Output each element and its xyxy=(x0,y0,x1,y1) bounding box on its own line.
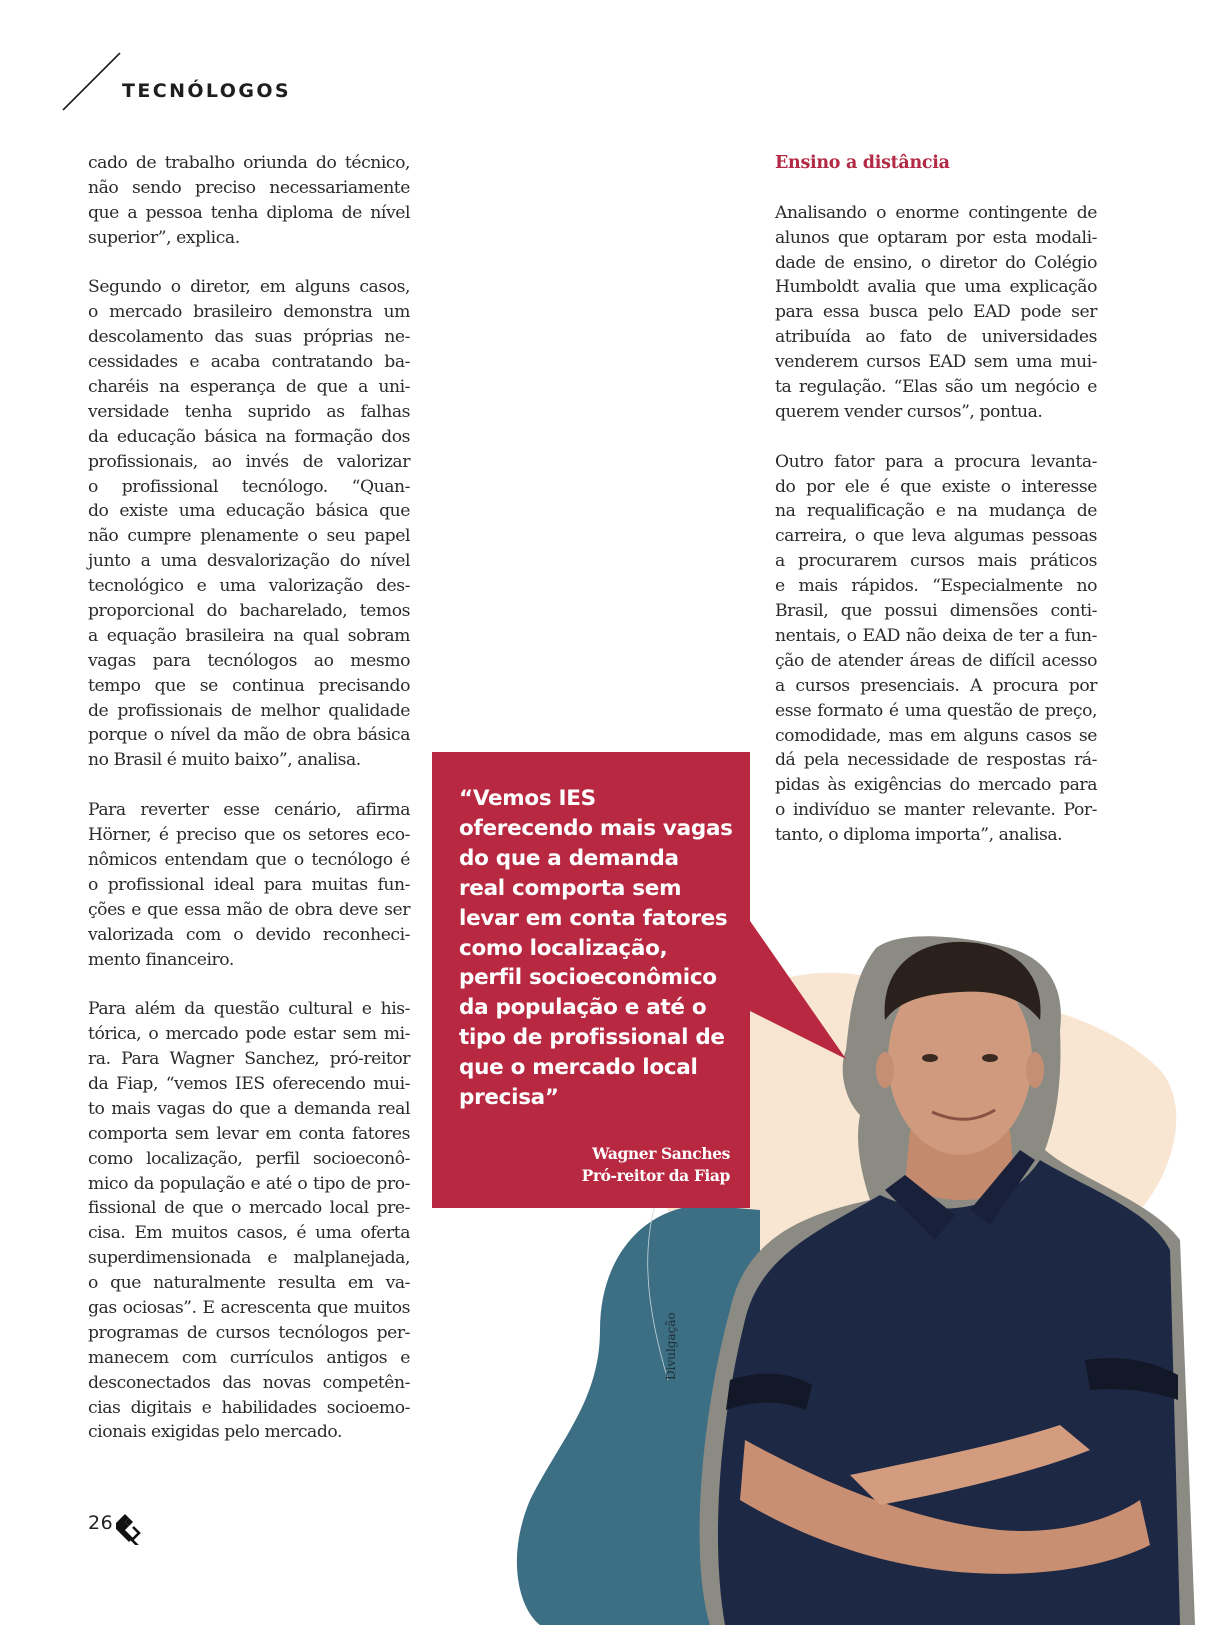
text-line: Outro fator para a procura levanta- xyxy=(775,451,1097,472)
text-line: ra. Para Wagner Sanchez, pró-reitor xyxy=(88,1049,410,1070)
text-line: nentais, o EAD não deixa de ter a fun- xyxy=(775,625,1097,646)
text-line: a procurarem cursos mais práticos xyxy=(775,551,1097,572)
quote-author-role: Pró-reitor da Fiap xyxy=(581,1166,730,1185)
text-line: querem vender cursos”, pontua. xyxy=(775,401,1043,422)
paragraph xyxy=(775,201,1097,425)
text-line: o mercado brasileiro demonstra um xyxy=(88,302,410,323)
pull-quote-text xyxy=(459,784,749,1113)
text-line: a cursos presenciais. A procura por xyxy=(775,675,1097,696)
text-line: to mais vagas do que a demanda real xyxy=(88,1098,410,1119)
text-line: cisa. Em muitos casos, é uma oferta xyxy=(88,1223,410,1244)
left-column xyxy=(88,151,410,1470)
text-line: do existe uma educação básica que xyxy=(88,501,410,522)
text-line: para essa busca pelo EAD pode ser xyxy=(775,302,1097,323)
text-line: cado de trabalho oriunda do técnico, xyxy=(88,153,410,173)
text-line: alunos que optaram por esta modali- xyxy=(775,227,1097,248)
paragraph xyxy=(88,151,410,251)
text-line: vagas para tecnólogos ao mesmo xyxy=(88,650,410,671)
text-line: Para além da questão cultural e his- xyxy=(88,999,410,1020)
paragraph xyxy=(88,997,410,1445)
magazine-logo-icon xyxy=(116,1511,148,1545)
text-line: no Brasil é muito baixo”, analisa. xyxy=(88,750,361,771)
paragraph xyxy=(88,798,410,972)
quote-author-name: Wagner Sanches xyxy=(592,1144,730,1163)
text-line: proporcional do bacharelado, temos xyxy=(88,601,410,622)
text-line: de profissionais de melhor qualidade xyxy=(88,700,410,721)
subheading: Ensino a distância xyxy=(775,153,950,173)
paragraph xyxy=(775,450,1097,848)
quote-line: da população e até o xyxy=(459,995,707,1021)
quote-line: real comporta sem xyxy=(459,875,682,901)
text-line: porque o nível da mão de obra básica xyxy=(88,725,410,746)
text-line: dade de ensino, o diretor do Colégio xyxy=(775,252,1097,273)
text-line: superior”, explica. xyxy=(88,227,240,248)
text-line: não sendo preciso necessariamente xyxy=(88,177,410,198)
text-line: não cumpre plenamente o seu papel xyxy=(88,526,410,547)
text-line: a equação brasileira na qual sobram xyxy=(88,625,410,646)
text-line: superdimensionada e malplanejada, xyxy=(88,1248,410,1269)
text-line: nômicos entendam que o tecnólogo é xyxy=(88,849,410,870)
text-line: carreira, o que leva algumas pessoas xyxy=(775,526,1097,547)
text-line: descolamento das suas próprias ne- xyxy=(88,327,410,348)
text-line: tanto, o diploma importa”, analisa. xyxy=(775,825,1063,846)
text-line: charéis na esperança de que a uni- xyxy=(88,377,410,398)
text-line: tórica, o mercado pode estar sem mi- xyxy=(88,1024,410,1045)
text-line: valorizada com o devido reconheci- xyxy=(88,924,410,945)
text-line: tempo que se continua precisando xyxy=(88,675,410,696)
text-line: na requalificação e na mudança de xyxy=(775,501,1097,522)
text-line: Segundo o diretor, em alguns casos, xyxy=(88,277,410,298)
page-number: 26 xyxy=(88,1512,114,1534)
text-line: que a pessoa tenha diploma de nível xyxy=(88,202,410,223)
quote-line: tipo de profissional de xyxy=(459,1025,725,1051)
quote-line: perfil socioeconômico xyxy=(459,965,717,991)
quote-line: do que a demanda xyxy=(459,845,679,871)
text-line: versidade tenha suprido as falhas xyxy=(88,401,410,422)
text-line: da educação básica na formação dos xyxy=(88,426,410,447)
text-line: profissionais, ao invés de valorizar xyxy=(88,451,410,472)
text-line: ções e que essa mão de obra deve ser xyxy=(88,899,410,920)
text-line: dá pela necessidade de respostas rá- xyxy=(775,750,1097,771)
paragraph xyxy=(88,275,410,773)
text-line: junto a uma desvalorização do nível xyxy=(88,551,410,572)
text-line: ção de atender áreas de difícil acesso xyxy=(775,650,1097,671)
text-line: o profissional ideal para muitas fun- xyxy=(88,874,410,895)
text-line: Analisando o enorme contingente de xyxy=(775,202,1097,223)
text-line: manecem com currículos antigos e xyxy=(88,1347,410,1368)
text-line: Humboldt avalia que uma explicação xyxy=(775,277,1097,298)
quote-line: “Vemos IES xyxy=(459,786,596,811)
quote-line: precisa” xyxy=(459,1085,559,1111)
quote-line: oferecendo mais vagas xyxy=(459,815,733,841)
photo-credit: Divulgação xyxy=(664,1312,678,1380)
text-line: cionais exigidas pelo mercado. xyxy=(88,1422,343,1443)
text-line: desconectados das novas competên- xyxy=(88,1372,410,1393)
text-line: comporta sem levar em conta fatores xyxy=(88,1123,410,1144)
text-line: programas de cursos tecnólogos per- xyxy=(88,1322,410,1343)
text-line: gas ociosas”. E acrescenta que muitos xyxy=(88,1297,410,1318)
text-line: Brasil, que possui dimensões conti- xyxy=(775,601,1097,622)
text-line: cessidades e acaba contratando ba- xyxy=(88,352,410,373)
text-line: o indivíduo se manter relevante. Por- xyxy=(775,800,1097,821)
text-line: e mais rápidos. “Especialmente no xyxy=(775,576,1097,597)
right-column xyxy=(775,151,1097,873)
text-line: o profissional tecnólogo. “Quan- xyxy=(88,476,410,497)
quote-line: que o mercado local xyxy=(459,1055,698,1081)
text-line: tecnológico e uma valorização des- xyxy=(88,576,410,597)
text-line: atribuída ao fato de universidades xyxy=(775,327,1097,348)
text-line: cias digitais e habilidades socioemo- xyxy=(88,1397,410,1418)
text-line: do por ele é que existe o interesse xyxy=(775,476,1097,497)
text-line: o que naturalmente resulta em va- xyxy=(88,1273,410,1294)
text-line: Hörner, é preciso que os setores eco- xyxy=(88,825,410,846)
text-line: da Fiap, “vemos IES oferecendo mui- xyxy=(88,1073,410,1094)
quote-line: como localização, xyxy=(459,935,668,961)
text-line: mento financeiro. xyxy=(88,949,234,970)
text-line: venderem cursos EAD sem uma mui- xyxy=(775,352,1097,373)
text-line: esse formato é uma questão de preço, xyxy=(775,700,1097,721)
section-title: TECNÓLOGOS xyxy=(122,80,291,102)
quote-attribution xyxy=(582,1143,730,1187)
text-line: ta regulação. “Elas são um negócio e xyxy=(775,377,1097,398)
text-line: Para reverter esse cenário, afirma xyxy=(88,800,410,821)
quote-line: levar em conta fatores xyxy=(459,905,728,931)
text-line: mico da população e até o tipo de pro- xyxy=(88,1173,410,1194)
text-line: fissional de que o mercado local pre- xyxy=(88,1198,410,1219)
text-line: comodidade, mas em alguns casos se xyxy=(775,725,1097,746)
text-line: como localização, perfil socioeconô- xyxy=(88,1148,410,1169)
pull-quote-box xyxy=(432,752,750,1208)
text-line: pidas às exigências do mercado para xyxy=(775,775,1097,796)
